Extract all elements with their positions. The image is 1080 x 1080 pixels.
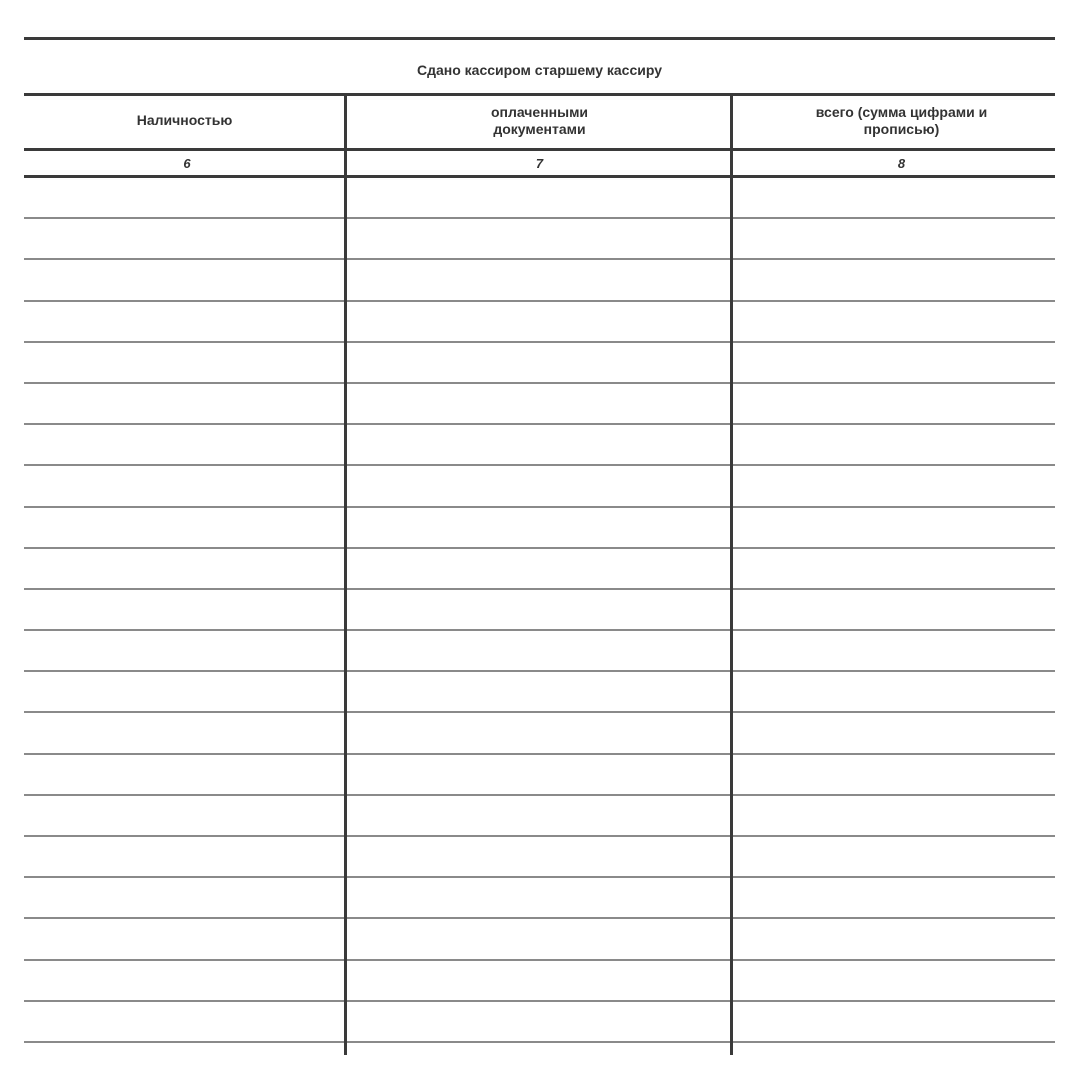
table-row: [24, 755, 1055, 796]
table-cell[interactable]: [24, 755, 344, 794]
table-cell[interactable]: [733, 178, 1055, 217]
table-cell[interactable]: [347, 837, 730, 876]
table-row: [24, 260, 1055, 301]
table-cell[interactable]: [347, 549, 730, 588]
table-cell[interactable]: [24, 302, 344, 341]
table-cell[interactable]: [24, 796, 344, 835]
table-cell[interactable]: [347, 508, 730, 547]
table-row: [24, 919, 1055, 960]
table-cell[interactable]: [733, 384, 1055, 423]
table-cell[interactable]: [733, 343, 1055, 382]
table-cell[interactable]: [24, 713, 344, 752]
section-title: Сдано кассиром старшему кассиру: [416, 61, 663, 78]
table-row: [24, 466, 1055, 507]
table-row: [24, 837, 1055, 878]
table-cell[interactable]: [733, 631, 1055, 670]
table-cell[interactable]: [347, 178, 730, 217]
table-cell[interactable]: [24, 508, 344, 547]
table-cell[interactable]: [347, 713, 730, 752]
table-cell[interactable]: [347, 961, 730, 1000]
table-row: [24, 219, 1055, 260]
table-cell[interactable]: [347, 384, 730, 423]
table-row: [24, 631, 1055, 672]
table-cell[interactable]: [733, 302, 1055, 341]
table-cell[interactable]: [733, 1002, 1055, 1041]
table-cell[interactable]: [347, 425, 730, 464]
table-cell[interactable]: [733, 878, 1055, 917]
table-row: [24, 796, 1055, 837]
table-row: [24, 302, 1055, 343]
table-cell[interactable]: [347, 343, 730, 382]
table-cell[interactable]: [347, 755, 730, 794]
table-cell[interactable]: [24, 343, 344, 382]
column-header-line: Наличностью: [136, 112, 233, 128]
table-cell[interactable]: [24, 384, 344, 423]
table-cell[interactable]: [733, 466, 1055, 505]
table-cell[interactable]: [24, 837, 344, 876]
table-cell[interactable]: [24, 631, 344, 670]
table-cell[interactable]: [347, 631, 730, 670]
table-cell[interactable]: [24, 1002, 344, 1041]
table-body: [24, 178, 1055, 1043]
table-cell[interactable]: [733, 755, 1055, 794]
table-row: [24, 508, 1055, 549]
table-row: [24, 590, 1055, 631]
table-cell[interactable]: [347, 260, 730, 299]
table-cell[interactable]: [733, 713, 1055, 752]
column-header-total: [734, 96, 1055, 149]
column-header-line: всего (сумма цифрами и: [815, 103, 988, 120]
column-divider: [344, 96, 347, 1055]
table-row: [24, 713, 1055, 754]
table-cell[interactable]: [733, 837, 1055, 876]
table-row: [24, 343, 1055, 384]
table-cell[interactable]: [733, 919, 1055, 958]
table-cell[interactable]: [347, 919, 730, 958]
column-number-paid-documents: 7: [535, 156, 544, 171]
column-divider: [730, 96, 733, 1055]
column-header-line: документами: [493, 120, 586, 137]
table-cell[interactable]: [24, 466, 344, 505]
table-cell[interactable]: [24, 672, 344, 711]
table-cell[interactable]: [347, 219, 730, 258]
table-row: [24, 178, 1055, 219]
table-cell[interactable]: [347, 1002, 730, 1041]
table-row: [24, 878, 1055, 919]
table-cell[interactable]: [24, 878, 344, 917]
column-header-line: прописью): [863, 120, 940, 137]
table-cell[interactable]: [24, 961, 344, 1000]
table-cell[interactable]: [24, 260, 344, 299]
column-header-paid-documents: [348, 96, 731, 149]
column-header-cash: [24, 96, 345, 149]
table-cell[interactable]: [347, 590, 730, 629]
table-cell[interactable]: [733, 260, 1055, 299]
table-cell[interactable]: [24, 425, 344, 464]
table-cell[interactable]: [24, 178, 344, 217]
table-cell[interactable]: [24, 590, 344, 629]
table-cell[interactable]: [733, 508, 1055, 547]
table-cell[interactable]: [347, 302, 730, 341]
table-cell[interactable]: [733, 961, 1055, 1000]
table-cell[interactable]: [347, 672, 730, 711]
table-row: [24, 961, 1055, 1002]
table-cell[interactable]: [733, 672, 1055, 711]
table-cell[interactable]: [24, 549, 344, 588]
table-row: [24, 672, 1055, 713]
column-number-cash: 6: [183, 156, 191, 171]
table-row: [24, 1002, 1055, 1043]
table-cell[interactable]: [733, 796, 1055, 835]
table-cell[interactable]: [347, 466, 730, 505]
table-row: [24, 425, 1055, 466]
column-header-line: оплаченными: [490, 103, 589, 120]
column-number-total: 8: [897, 156, 906, 171]
table-cell[interactable]: [24, 919, 344, 958]
table-cell[interactable]: [347, 796, 730, 835]
table-cell[interactable]: [733, 590, 1055, 629]
table-row: [24, 384, 1055, 425]
table-row: [24, 549, 1055, 590]
table-cell[interactable]: [733, 549, 1055, 588]
cash-handover-table: [24, 37, 1055, 1055]
table-cell[interactable]: [24, 219, 344, 258]
table-cell[interactable]: [733, 219, 1055, 258]
table-cell[interactable]: [347, 878, 730, 917]
table-cell[interactable]: [733, 425, 1055, 464]
